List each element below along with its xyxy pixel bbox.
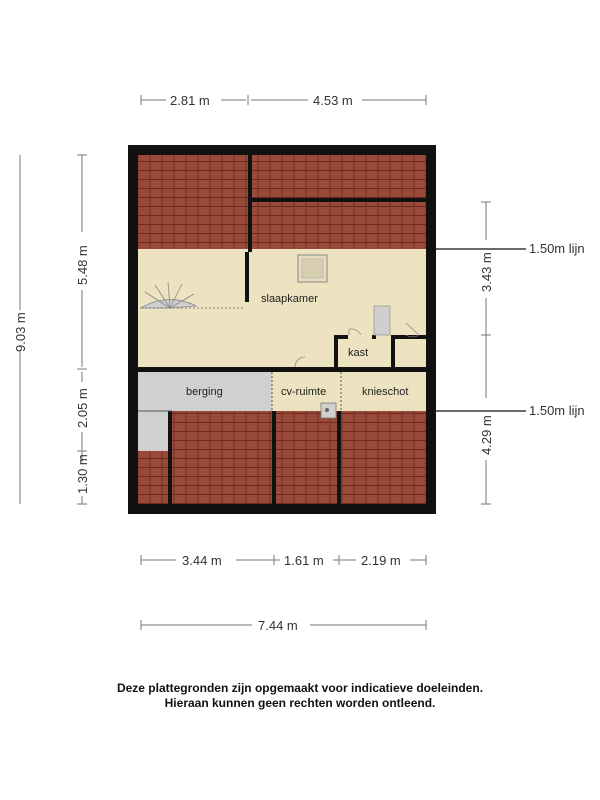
dim-bottom-a: 3.44 m [182,553,222,568]
dim-top-right: 4.53 m [313,93,353,108]
roof-bottom-right [341,411,426,504]
dim-lines-right [481,202,491,504]
roof-bottom-mid-left [172,411,272,504]
dim-left-upper: 5.48 m [75,245,90,285]
disclaimer-line-2: Hieraan kunnen geen rechten worden ontleend. [164,696,436,710]
height-lines [426,249,526,411]
roof-top-left [138,155,248,249]
roof-upper-right [252,202,426,249]
chimney [374,306,390,335]
room-label-kast: kast [348,347,369,359]
dim-left-total: 9.03 m [13,312,28,352]
roof-bottom-left [138,451,168,504]
dim-bottom-c: 2.19 m [361,553,401,568]
dim-bottom-b: 1.61 m [284,553,324,568]
room-label-berging: berging [186,386,223,398]
dim-left-middle: 2.05 m [75,388,90,428]
dim-left-lower: 1.30 m [75,454,90,494]
dim-bottom-total: 7.44 m [258,618,298,633]
disclaimer-line-1: Deze plattegronden zijn opgemaakt voor indicatieve doeleinden. [116,681,484,695]
room-label-knieschot: knieschot [362,386,409,398]
roof-top-right [252,155,426,198]
room-label-cv-ruimte: cv-ruimte [281,386,327,398]
dim-lines-left [20,155,87,504]
roof-bottom-mid [276,411,337,504]
dim-top-left: 2.81 m [170,93,210,108]
dim-right-lower: 4.29 m [479,415,494,455]
height-line-upper-label: 1.50m lijn [529,241,585,256]
dim-right-upper: 3.43 m [479,252,494,292]
room-label-slaapkamer: slaapkamer [261,293,318,305]
height-line-lower-label: 1.50m lijn [529,403,585,418]
